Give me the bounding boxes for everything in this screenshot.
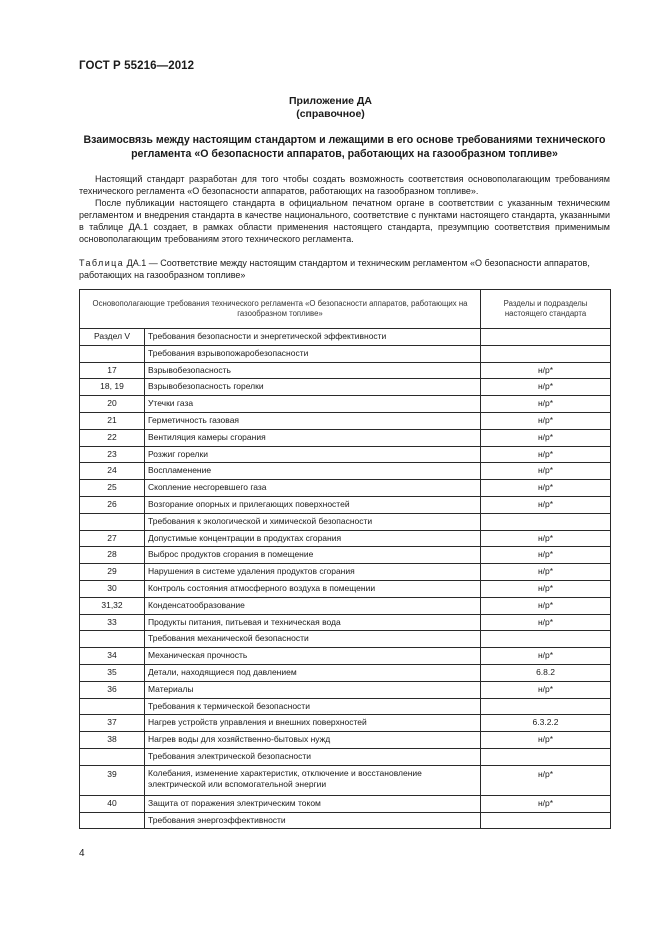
section-number-cell: 33 [80, 614, 145, 631]
table-row [80, 597, 611, 614]
table-caption-text: ДА.1 — Соответствие между настоящим стандартом и техническим регламентом «О безопасности аппаратов, работающих на газообразном топливе» [79, 258, 590, 280]
table-row [80, 496, 611, 513]
section-number-cell: 29 [80, 564, 145, 581]
standard-section-cell: н/р* [481, 547, 611, 564]
table-row [80, 648, 611, 665]
standard-section-cell [481, 812, 611, 829]
requirement-cell: Требования к экологической и химической безопасности [145, 513, 481, 530]
section-number-cell: Раздел V [80, 329, 145, 346]
table-row [80, 732, 611, 749]
standard-section-cell: н/р* [481, 681, 611, 698]
requirement-cell: Нагрев воды для хозяйственно-бытовых нужд [145, 732, 481, 749]
table-row [80, 812, 611, 829]
table-row [80, 513, 611, 530]
section-number-cell: 18, 19 [80, 379, 145, 396]
section-number-cell: 21 [80, 412, 145, 429]
table-row [80, 446, 611, 463]
standard-section-cell [481, 345, 611, 362]
table-row [80, 564, 611, 581]
standard-section-cell: н/р* [481, 597, 611, 614]
standard-section-cell: н/р* [481, 446, 611, 463]
section-number-cell: 27 [80, 530, 145, 547]
section-number-cell: 28 [80, 547, 145, 564]
standard-section-cell: н/р* [481, 580, 611, 597]
requirement-cell: Возгорание опорных и прилегающих поверхностей [145, 496, 481, 513]
requirement-cell: Требования к термической безопасности [145, 698, 481, 715]
annex-title: Приложение ДА [289, 95, 372, 107]
requirement-cell: Требования энергоэффективности [145, 812, 481, 829]
requirement-cell: Защита от поражения электрическим током [145, 795, 481, 812]
requirement-cell: Утечки газа [145, 396, 481, 413]
requirement-cell: Требования взрывопожаробезопасности [145, 345, 481, 362]
table-header-row [80, 290, 611, 329]
intro-text [79, 173, 610, 245]
table-row [80, 396, 611, 413]
table-row [80, 664, 611, 681]
standard-section-cell [481, 698, 611, 715]
section-number-cell [80, 812, 145, 829]
requirement-cell: Выброс продуктов сгорания в помещение [145, 547, 481, 564]
standard-section-cell: н/р* [481, 379, 611, 396]
annex-subtitle: (справочное) [296, 108, 365, 120]
standard-section-cell: н/р* [481, 614, 611, 631]
standard-section-cell: н/р* [481, 496, 611, 513]
section-number-cell: 39 [80, 765, 145, 795]
main-title: Взаимосвязь между настоящим стандартом и лежащими в его основе требованиями технического регламента «О безопасности аппаратов, работающих на газообразном топливе» [83, 134, 606, 160]
standard-section-cell [481, 329, 611, 346]
section-number-cell: 30 [80, 580, 145, 597]
requirement-cell: Воспламенение [145, 463, 481, 480]
annex-heading [0, 95, 661, 121]
section-number-cell: 34 [80, 648, 145, 665]
table-row [80, 631, 611, 648]
section-number-cell: 40 [80, 795, 145, 812]
table-caption [79, 257, 610, 281]
standard-section-cell [481, 748, 611, 765]
section-number-cell [80, 748, 145, 765]
table-row [80, 362, 611, 379]
correspondence-table [79, 289, 611, 829]
table-row [80, 614, 611, 631]
section-number-cell: 36 [80, 681, 145, 698]
requirement-cell: Допустимые концентрации в продуктах сгорания [145, 530, 481, 547]
standard-section-cell: н/р* [481, 396, 611, 413]
standard-section-cell: 6.3.2.2 [481, 715, 611, 732]
section-number-cell: 35 [80, 664, 145, 681]
section-number-cell [80, 513, 145, 530]
requirement-cell: Скопление несгоревшего газа [145, 480, 481, 497]
standard-section-cell: н/р* [481, 648, 611, 665]
table-row [80, 698, 611, 715]
table-row [80, 412, 611, 429]
requirement-cell: Нарушения в системе удаления продуктов сгорания [145, 564, 481, 581]
section-number-cell: 31,32 [80, 597, 145, 614]
standard-section-cell: н/р* [481, 732, 611, 749]
table-row [80, 530, 611, 547]
table-body [80, 329, 611, 829]
standard-section-cell: н/р* [481, 412, 611, 429]
table-row [80, 379, 611, 396]
table-row [80, 748, 611, 765]
requirement-cell: Продукты питания, питьевая и техническая вода [145, 614, 481, 631]
standard-section-cell: н/р* [481, 463, 611, 480]
requirement-cell: Детали, находящиеся под давлением [145, 664, 481, 681]
table-row [80, 715, 611, 732]
intro-paragraph-1: Настоящий стандарт разработан для того чтобы создать возможность соответствия основополагающим требованиям технического регламента «О безопасности аппаратов, работающих на газообразном топливе». [79, 174, 610, 196]
intro-paragraph-2: После публикации настоящего стандарта в официальном печатном органе в соответствии с указанным техническим регламентом и внедрения стандарта в качестве национального, соответствие с пунктами настоящего стандарта, указанными в таблице ДА.1 создает, в рамках области применения настоящего стандарта, презумпцию соответствия применимым основополагающим требованиям этого технического регламента. [79, 198, 610, 244]
standard-section-cell: н/р* [481, 564, 611, 581]
section-number-cell: 24 [80, 463, 145, 480]
standard-section-cell: н/р* [481, 429, 611, 446]
table-row [80, 345, 611, 362]
requirement-cell: Требования безопасности и энергетической эффективности [145, 329, 481, 346]
standard-code: ГОСТ Р 55216—2012 [79, 60, 195, 72]
standard-section-cell: н/р* [481, 480, 611, 497]
section-number-cell: 38 [80, 732, 145, 749]
standard-section-cell [481, 513, 611, 530]
table-row [80, 480, 611, 497]
requirement-cell: Конденсатообразование [145, 597, 481, 614]
requirement-cell: Колебания, изменение характеристик, отключение и восстановление электрической или вспомогательной энергии [145, 765, 481, 795]
section-number-cell: 37 [80, 715, 145, 732]
section-number-cell: 22 [80, 429, 145, 446]
table-row [80, 329, 611, 346]
requirement-cell: Вентиляция камеры сгорания [145, 429, 481, 446]
table-row [80, 681, 611, 698]
standard-section-cell: н/р* [481, 795, 611, 812]
standard-section-cell [481, 631, 611, 648]
section-number-cell [80, 631, 145, 648]
table-row [80, 547, 611, 564]
requirement-cell: Розжиг горелки [145, 446, 481, 463]
requirement-cell: Нагрев устройств управления и внешних поверхностей [145, 715, 481, 732]
section-number-cell [80, 345, 145, 362]
section-number-cell: 23 [80, 446, 145, 463]
requirement-cell: Материалы [145, 681, 481, 698]
standard-section-cell: н/р* [481, 530, 611, 547]
sections-column-header: Разделы и подразделы настоящего стандарта [481, 290, 611, 329]
table-caption-label: Таблица [79, 258, 125, 268]
requirement-cell: Механическая прочность [145, 648, 481, 665]
requirements-column-header: Основополагающие требования технического регламента «О безопасности аппаратов, работающих на газообразном топливе» [80, 290, 481, 329]
requirement-cell: Требования электрической безопасности [145, 748, 481, 765]
table-row [80, 429, 611, 446]
section-number-cell: 17 [80, 362, 145, 379]
table-row [80, 580, 611, 597]
standard-section-cell: 6.8.2 [481, 664, 611, 681]
requirement-cell: Взрывобезопасность горелки [145, 379, 481, 396]
table-row [80, 765, 611, 795]
page-number: 4 [79, 848, 85, 859]
requirement-cell: Требования механической безопасности [145, 631, 481, 648]
standard-section-cell: н/р* [481, 362, 611, 379]
requirement-cell: Герметичность газовая [145, 412, 481, 429]
section-number-cell: 25 [80, 480, 145, 497]
requirement-cell: Контроль состояния атмосферного воздуха в помещении [145, 580, 481, 597]
section-number-cell [80, 698, 145, 715]
table-row [80, 795, 611, 812]
table-row [80, 463, 611, 480]
section-number-cell: 26 [80, 496, 145, 513]
section-number-cell: 20 [80, 396, 145, 413]
standard-section-cell: н/р* [481, 765, 611, 795]
requirement-cell: Взрывобезопасность [145, 362, 481, 379]
